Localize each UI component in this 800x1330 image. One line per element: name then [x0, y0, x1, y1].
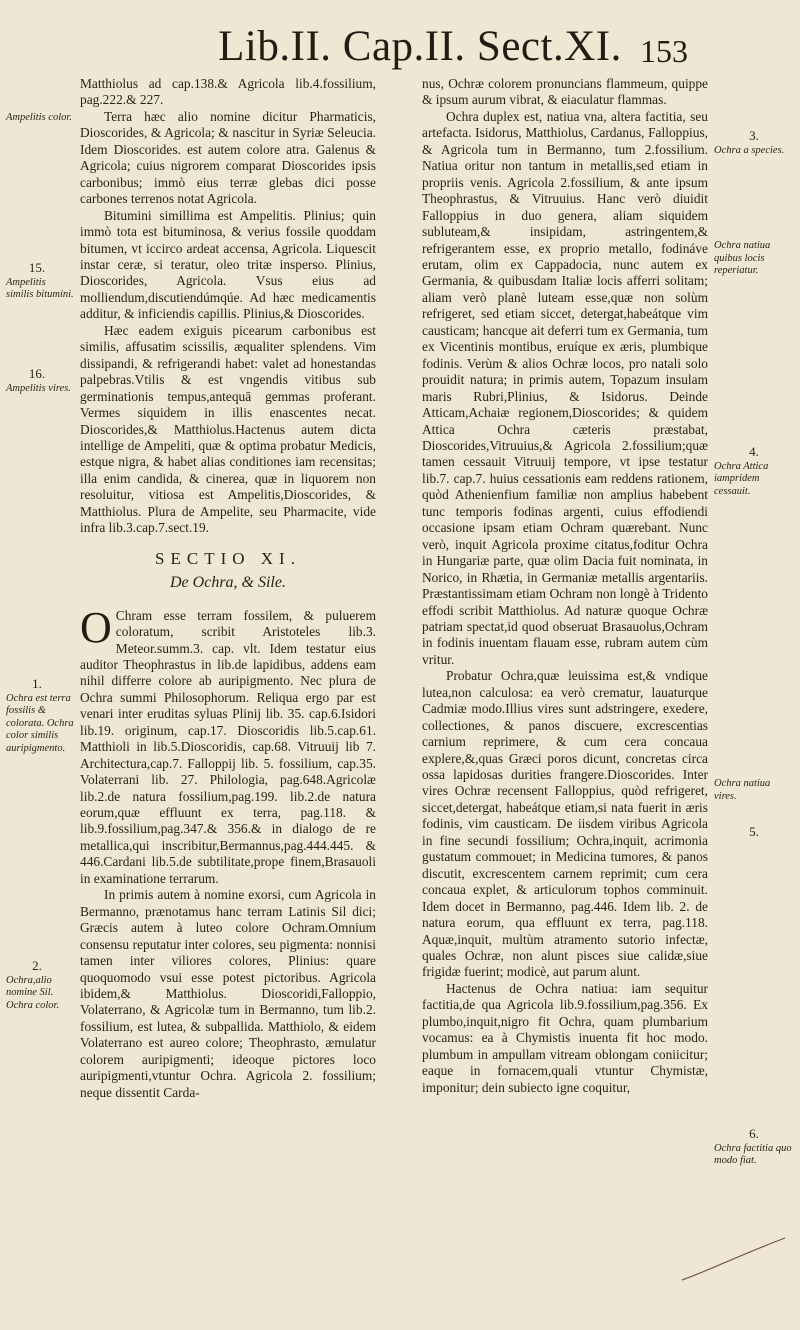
running-header [0, 22, 800, 72]
margin-note-text: Ochra natiua vires. [714, 778, 771, 802]
margin-note-text: Ochra natiua quibus locis reperiatur. [714, 240, 771, 276]
margin-note-text: Ochra factitia quo modo fiat. [714, 1142, 792, 1166]
pen-stroke-mark [680, 1230, 790, 1290]
section-subheading: De Ochra, & Sile. [170, 574, 286, 592]
left-column [80, 76, 376, 1101]
paragraph: Bitumini simillima est Ampelitis. Plinius; quin immò tota est bituminosa, & verius fossile quoddam bitumen, vt iccirco ardeat accensa, Agricola. Liquescit instar ceræ, si teratur, oleo tritæ insperso. Plinius, Dioscorides, Agricola. Vsus eius ad molliendum,discutiendúmqúe. Ad hæc medicamentis additur, & inficiendis capillis. Plinius,& Dioscorides. [80, 207, 376, 322]
margin-note-16 [6, 368, 74, 395]
margin-note-text: Ampelitis vires. [6, 382, 71, 394]
margin-note-number: 4. [749, 444, 759, 459]
margin-note-number: 6. [749, 1126, 759, 1141]
margin-note-ampelitis-color [6, 112, 74, 125]
paragraph-text: Chram esse terram fossilem, & puluerem coloratum, scribit Aristoteles lib.3. Meteor.summ.3. cap. vlt. Idem testatur eius auditor Theophrastus in lib.de lapidibus, addens eam nihil differre colore ab auripigmento. Nec plura de Ochra summi Philosophorum. Reliqua ergo par est venari inter eruditas syluas Plinij lib. 35. cap.6.Isidori lib.19. originum, cap.17. Dioscoridis lib.5.cap.61. Matthioli in lib.5.Dioscoridis, cap.68. Vitruuij lib 7. Architectura,cap.7. Falloppij lib. 5. fossilium, cap.35. Volaterrani lib. 27. Philologia, pag.648.Agricolæ lib.2.de natura fossilium,pag.199. lib.2.de natura eorum,quæ effluunt ex terra, pag.118. & lib.9.fossilium,pag.347.& 356.& in dialogo de re metallica,qui inscribitur,Bermannus,pag.444.445. & 446.Cardani lib.5.de subtilitate,prope finem,Brasauoli in examinatione terrarum. [80, 607, 376, 886]
paragraph: In primis autem à nomine exorsi, cum Agricola in Bermanno, prænotamus hanc terram Latinis Sil dici; Græcis autem à luteo colore Ochram.Omnium consensu reputatur inter colores, seu pigmenta: nonnisi tamen inter viliores colores, Plinius: quare quoquomodo vsui esse potest pictoribus. Agricola ibidem,& Matthiolus. Dioscoridi,Falloppio, Volaterrano, & Agricolæ tum in Bermanno, tum lib.2. fossilium, est lutea, & subpallida. Matthiolo, & eidem Volaterrano est aureo colore; Theophrasto, æmulatur colorem auripigmenti; ideoque pictores loco auripigmenti,vtuntur Ochra. Agricola 2. fossilium; neque dissentit Carda- [80, 887, 376, 1100]
margin-note-3 [714, 130, 794, 157]
margin-note-ochra-vires [714, 778, 794, 803]
margin-note-number: 1. [32, 676, 42, 691]
margin-note-5 [714, 826, 794, 841]
margin-note-number: 15. [28, 260, 46, 275]
page-title: Lib.II. Cap.II. Sect.XI. [218, 23, 622, 70]
paragraph-with-dropcap [80, 602, 376, 888]
margin-note-number: 3. [749, 128, 759, 143]
paragraph: Ochra duplex est, natiua vna, altera factitia, seu artefacta. Isidorus, Matthiolus, Cardanus, Falloppius, & Agricola tum in Bermanno, tum 2.fossilium. Natiua oritur non tantum in metallis,sed etiam in propriis venis. Agricola 2.fossilium, & ante ipsum Theophrastus, & Vitruuius. Hanc verò diuidit Falloppius in duo genera, aliam siquidem subluteam,& insipidam, astringentem,& refrigerantem esse, ex proprio metallo, fodináve erutam, olim ex Cappadocia, nunc autem ex Germania, & quibusdam Italiæ locis afferri solitam; aliam verò planè luteam esse,quæ non solùm refrigeret, sed etiam siccet, detergat,habeátque vim causticam; hancque ait deferri tum ex Germania, tum ex Vicentinis montibus, eruíque ex æris, plumbique fodinis. Verùm & alios Ochræ locos, pro natali solo prouidit natura; in primis autem, Topazum insulam maris Rubri,Plinius, & Isidorus. Deinde Atticam,Achaiæ regionem,Dioscorides; & quidem Attica Ochra cæteris præstabat, Dioscorides,Vitruuius,& Agricola 2.fossilium;quæ tamen cessauit Vitruuij tempore, vt ipse testatur lib.7. cap.7. huius cessationis eam reddens rationem, quòd Athenienfium familiæ non amplius habebent tunc temporis fodinas argenti, cuius effodiendi occasione ipsam etiam Ochram quærebant. Nunc verò, inquit Agricola proxime citatus,foditur Ochra in Hungariæ parte, quæ olim Dacia fuit nominata, in Norico, in Rhætia, in Germaniæ metallis argentariis. Præstantissimam etiam Ochram non longè à Tridento effodi scribit Matthiolus. Ad naturæ quoque Ochræ patriam spectat,id quod obseruat Brasauolus,Ochram in fodinis inuentam flauam esse, rubram autem cùm vritur. [422, 108, 708, 667]
margin-note-2 [6, 960, 74, 1012]
margin-note-text: Ampelitis similis bitumini. [6, 276, 74, 300]
margin-note-1 [6, 678, 74, 755]
paragraph: nus, Ochræ colorem pronuncians flammeum, quippe & ipsum aurum vibrat, & eiaculatur flammas. [422, 76, 708, 108]
margin-note-15 [6, 262, 74, 302]
margin-note-ochra-natiua-loci [714, 240, 794, 278]
margin-note-text: Ampelitis color. [6, 112, 72, 123]
drop-cap: O [80, 602, 112, 652]
margin-note-4 [714, 446, 794, 498]
margin-note-number: 2. [32, 958, 42, 973]
right-column [422, 76, 708, 1096]
section-heading: SECTIO XI. [155, 548, 301, 568]
paragraph: Hæc eadem exiguis picearum carbonibus est similis, affusatim scissilis, æqualiter splendens. Vim dissipandi, & refrigerandi habet: valet ad honestandas palpebras.Vtilis & est vngendis vitibus sub germinationis tempus,antequā gemmas proferant. Vermes siquidem in illis enascentes necat. Dioscorides,& Matthiolus.Hactenus autem dicta intellige de Ampeliti, quæ & optima probatur Medicis, estque nigra, & habet alias conditiones iam recensitas; illa enim candida, & cinerea, quæ in liquorem non resoluitur, vitiosa est Ampelitis,Dioscorides, & Matthiolus. Plura de Ampelite, seu Pharmacite, vide infra lib.3.cap.7.sect.19. [80, 322, 376, 536]
margin-note-6 [714, 1128, 794, 1168]
margin-note-text: Ochra Attica iampridem cessauit. [714, 460, 769, 497]
paragraph: Matthiolus ad cap.138.& Agricola lib.4.fossilium, pag.222.& 227. [80, 76, 376, 108]
margin-note-text: Ochra,alio nomine Sil. Ochra color. [6, 974, 60, 1011]
page-number: 153 [640, 33, 688, 69]
margin-note-text: Ochra a species. [714, 144, 785, 156]
margin-note-text: Ochra est terra fossilis & colorata. Ochra color similis auripigmento. [6, 692, 74, 754]
paragraph: Hactenus de Ochra natiua: iam sequitur factitia,de qua Agricola lib.9.fossilium,pag.356. Ex plumbo,inquit,nigro fit Ochra, quam plumbarium vocamus: ea à Chymistis inuenta fit hoc modo. plumbum in ampullam vitream oblongam coniicitur; eaque in fornacem,quali vtuntur Chymistæ, imponitur; dein subiecto igne coquitur, [422, 980, 708, 1095]
paragraph: Terra hæc alio nomine dicitur Pharmaticis, Dioscorides, & Agricola; & nascitur in Syriæ Seleucia. Idem Dioscorides. est autem colore atra. Galenus & Agricola; cuius nigrorem comparat Dioscorides ipsis carbonibus; immò eius terræ glebas dici posse carbones terrenos notat Agricola. [80, 108, 376, 207]
paragraph: Probatur Ochra,quæ leuissima est,& vndique lutea,non calculosa: ea verò crematur, lauaturque Cadmiæ modo.Illius vires sunt adstringere, exedere, collectiones, & panos discuere, excrescentias carnium reprimere, & cum cera concaua explere,&,quas Græci poros dicunt, concretas circa ossa lapidosas durities frangere.Dioscorides. Inter vires Ochræ recensent Falloppius, quòd refrigeret, siccet,detergat, habeátque etiam,si nata fuerit in æris fodinis, vim causticam. De iisdem viribus Agricola in fine secundi fossilium; Ochra,inquit, acrimonia gustatum commouet; in Medicina tumores, & panos discutit, excrescentem carnem reprimit; cum cera concaua explet, & articulorum tophos comminuit. Idem docet in Bermanno, pag.446. Idem lib. 2. de natura eorum, qua effluunt ex terra, pag.118. Aquæ,inquit, multùm atramento sutorio infectæ, quales Ochræ, non alunt pisces siue calidæ,siue frigidæ fuerint; modicè, aut parum alunt. [422, 668, 708, 980]
margin-note-number: 16. [28, 366, 46, 381]
margin-note-number: 5. [749, 824, 759, 839]
